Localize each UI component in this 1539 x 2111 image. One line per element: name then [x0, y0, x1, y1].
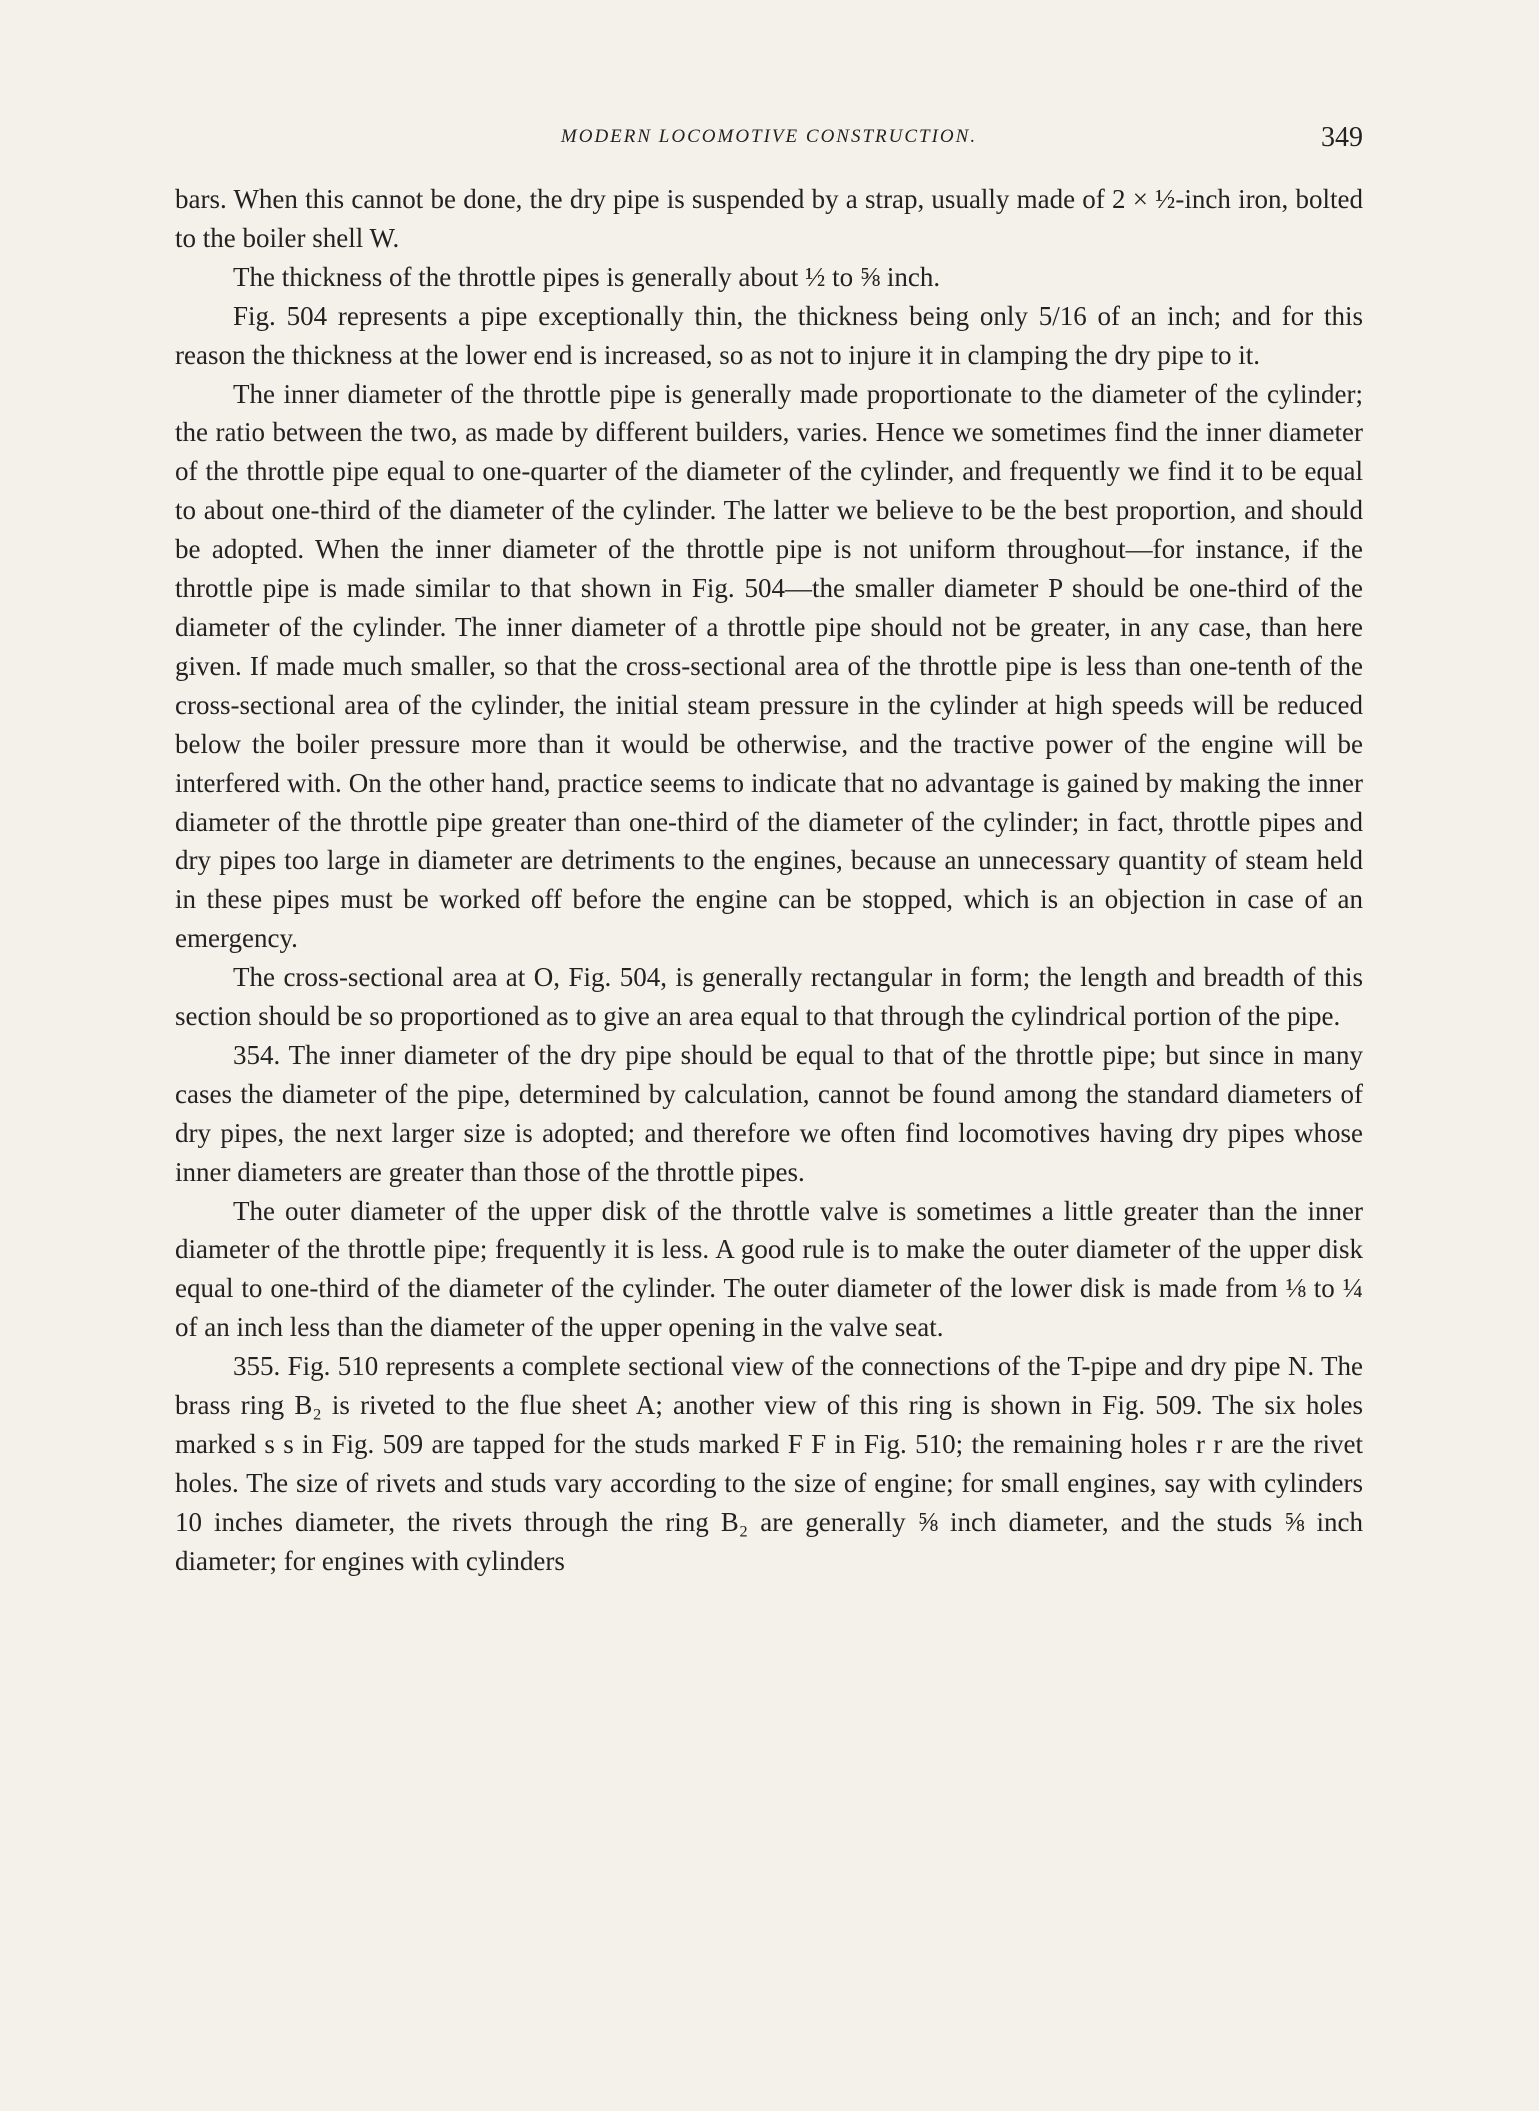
paragraph: The thickness of the throttle pipes is generally about ½ to ⅝ inch.: [233, 261, 941, 292]
page-number: 349: [1321, 122, 1363, 153]
paragraph: The outer diameter of the upper disk of the throttle valve is sometimes a little greater than the inner diameter of the throttle pipe; frequently it is less. A good rule is to make the outer diameter of the upper disk equal to one-third of the diameter of the cylinder. The outer diameter of the lower disk is made from ⅛ to ¼ of an inch less than the diameter of the upper opening in the valve seat.: [175, 1195, 1363, 1343]
paragraph: 354. The inner diameter of the dry pipe should be equal to that of the throttle pipe; but since in many cases the diameter of the pipe, determined by calculation, cannot be found among the standard diameters of dry pipes, the next larger size is adopted; and therefore we often find locomotives having dry pipes whose inner diameters are greater than those of the throttle pipes.: [175, 1039, 1363, 1187]
body-text: [175, 180, 1363, 1581]
paragraph: The inner diameter of the throttle pipe is generally made proportionate to the diameter of the cylinder; the ratio between the two, as made by different builders, varies. Hence we sometimes find the inner diameter of the throttle pipe equal to one-quarter of the diameter of the cylinder, and frequently we find it to be equal to about one-third of the diameter of the cylinder. The latter we believe to be the best proportion, and should be adopted. When the inner diameter of the throttle pipe is not uniform throughout—for instance, if the throttle pipe is made similar to that shown in Fig. 504—the smaller diameter P should be one-third of the diameter of the cylinder. The inner diameter of a throttle pipe should not be greater, in any case, than here given. If made much smaller, so that the cross-sectional area of the throttle pipe is less than one-tenth of the cross-sectional area of the cylinder, the initial steam pressure in the cylinder at high speeds will be reduced below the boiler pressure more than it would be otherwise, and the tractive power of the engine will be interfered with. On the other hand, practice seems to indicate that no advantage is gained by making the inner diameter of the throttle pipe greater than one-third of the diameter of the cylinder; in fact, throttle pipes and dry pipes too large in diameter are detriments to the engines, because an unnecessary quantity of steam held in these pipes must be worked off before the engine can be stopped, which is an objection in case of an emergency.: [175, 378, 1363, 954]
paragraph: Fig. 504 represents a pipe exceptionally thin, the thickness being only 5/16 of an inch; and for this reason the thickness at the lower end is increased, so as not to injure it in clamping the dry pipe to it.: [175, 300, 1363, 370]
paragraph: The cross-sectional area at O, Fig. 504, is generally rectangular in form; the length and breadth of this section should be so proportioned as to give an area equal to that through the cylindrical portion of the pipe.: [175, 962, 1363, 1032]
running-head: MODERN LOCOMOTIVE CONSTRUCTION.: [560, 126, 978, 147]
page-header: [175, 122, 1363, 158]
paragraph: 355. Fig. 510 represents a complete sectional view of the connections of the T-pipe and dry pipe N. The brass ring B₂ is riveted to the flue sheet A; another view of this ring is shown in Fig. 509. The six holes marked s s in Fig. 509 are tapped for the studs marked F F in Fig. 510; the remaining holes r r are the rivet holes. The size of rivets and studs vary according to the size of engine; for small engines, say with cylinders 10 inches diameter, the rivets through the ring B₂ are generally ⅝ inch diameter, and the studs ⅝ inch diameter; for engines with cylinders: [175, 1351, 1363, 1576]
paragraph: bars. When this cannot be done, the dry pipe is suspended by a strap, usually made of 2 × ½-inch iron, bolted to the boiler shell W.: [175, 184, 1363, 253]
